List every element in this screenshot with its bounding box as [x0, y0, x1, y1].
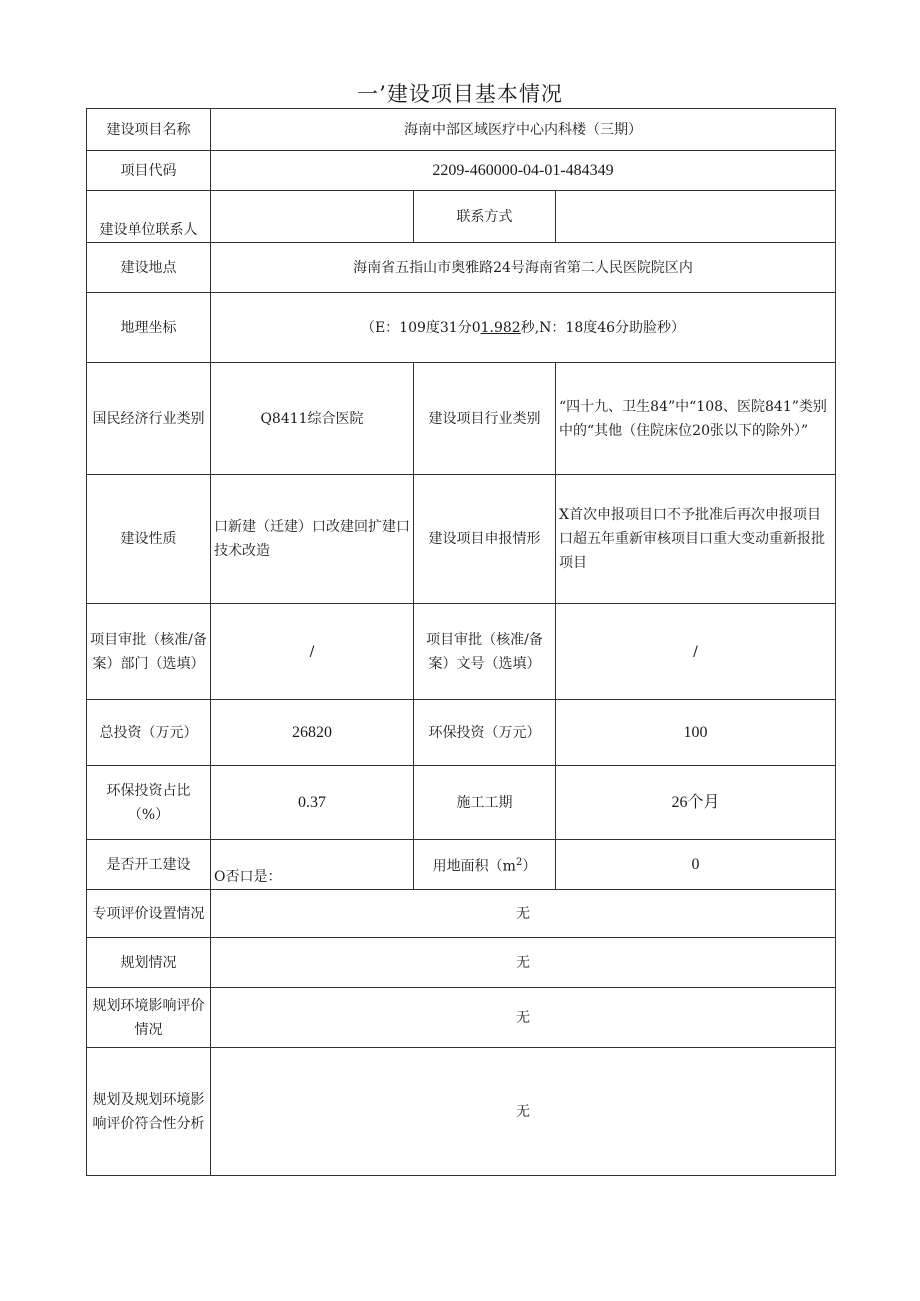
- planning-value: 无: [211, 938, 836, 988]
- row-investment: [87, 700, 836, 766]
- row-planning-env: [87, 988, 836, 1048]
- row-contact: [87, 191, 836, 243]
- project-name-label: 建设项目名称: [87, 109, 211, 151]
- contact-method-label: 联系方式: [414, 191, 556, 243]
- row-approval: [87, 604, 836, 700]
- contact-method-value: [556, 191, 836, 243]
- coords-label: 地理坐标: [87, 293, 211, 363]
- approval-number-label: 项目审批（核准/备案）文号（选填）: [414, 604, 556, 700]
- project-info-table: [86, 108, 836, 1176]
- approval-dept-value: /: [211, 604, 414, 700]
- coords-underlined: 1.982: [480, 319, 521, 336]
- row-conformity: [87, 1048, 836, 1176]
- project-code-value: 2209-460000-04-01-484349: [211, 151, 836, 191]
- land-area-value: 0: [556, 840, 836, 890]
- page-title: 一’建设项目基本情况: [357, 82, 563, 106]
- nature-value: 口新建（迁建）口改建回扩建口技术改造: [211, 475, 414, 604]
- location-value: 海南省五指山市奥雅路24号海南省第二人民医院院区内: [211, 243, 836, 293]
- construction-period-value: 26个月: [556, 766, 836, 840]
- started-value: O否口是：: [211, 840, 414, 890]
- contact-person-label: 建设单位联系人: [87, 191, 211, 243]
- row-special-eval: [87, 890, 836, 938]
- declaration-label: 建设项目申报情形: [414, 475, 556, 604]
- coords-value: [211, 293, 836, 363]
- row-ratio: [87, 766, 836, 840]
- approval-dept-label: 项目审批（核准/备案）部门（选填）: [87, 604, 211, 700]
- row-location: [87, 243, 836, 293]
- conformity-label: 规划及规划环境影响评价符合性分析: [87, 1048, 211, 1176]
- project-industry-value: “四十九、卫生84”中“108、医院841”类别中的“其他（住院床位20张以下的除外）”: [556, 363, 836, 475]
- land-area-label-sup: 2: [515, 856, 523, 868]
- planning-env-label: 规划环境影响评价情况: [87, 988, 211, 1048]
- env-ratio-value: 0.37: [211, 766, 414, 840]
- project-code-label: 项目代码: [87, 151, 211, 191]
- started-label: 是否开工建设: [87, 840, 211, 890]
- total-investment-value: 26820: [211, 700, 414, 766]
- industry-value: Q8411综合医院: [211, 363, 414, 475]
- total-investment-label: 总投资（万元）: [87, 700, 211, 766]
- special-eval-value: 无: [211, 890, 836, 938]
- row-nature: [87, 475, 836, 604]
- env-investment-value: 100: [556, 700, 836, 766]
- location-label: 建设地点: [87, 243, 211, 293]
- row-coords: [87, 293, 836, 363]
- row-started: [87, 840, 836, 890]
- row-project-code: [87, 151, 836, 191]
- coords-prefix: （E：109度31分0: [360, 319, 481, 336]
- approval-number-value: /: [556, 604, 836, 700]
- row-planning: [87, 938, 836, 988]
- conformity-value: 无: [211, 1048, 836, 1176]
- coords-suffix: 秒,N：18度46分助脸秒）: [520, 319, 686, 336]
- project-name-value: 海南中部区域医疗中心内科楼（三期）: [211, 109, 836, 151]
- planning-label: 规划情况: [87, 938, 211, 988]
- land-area-label-text: 用地面积（m: [432, 858, 516, 875]
- construction-period-label: 施工工期: [414, 766, 556, 840]
- project-industry-label: 建设项目行业类别: [414, 363, 556, 475]
- planning-env-value: 无: [211, 988, 836, 1048]
- special-eval-label: 专项评价设置情况: [87, 890, 211, 938]
- row-industry: [87, 363, 836, 475]
- land-area-label-close: ）: [522, 858, 537, 875]
- nature-label: 建设性质: [87, 475, 211, 604]
- declaration-value: X首次申报项目口不予批准后再次申报项目口超五年重新审核项目口重大变动重新报批项目: [556, 475, 836, 604]
- env-ratio-label: 环保投资占比（%）: [87, 766, 211, 840]
- industry-label: 国民经济行业类别: [87, 363, 211, 475]
- row-project-name: [87, 109, 836, 151]
- contact-person-value: [211, 191, 414, 243]
- land-area-label: [414, 840, 556, 890]
- env-investment-label: 环保投资（万元）: [414, 700, 556, 766]
